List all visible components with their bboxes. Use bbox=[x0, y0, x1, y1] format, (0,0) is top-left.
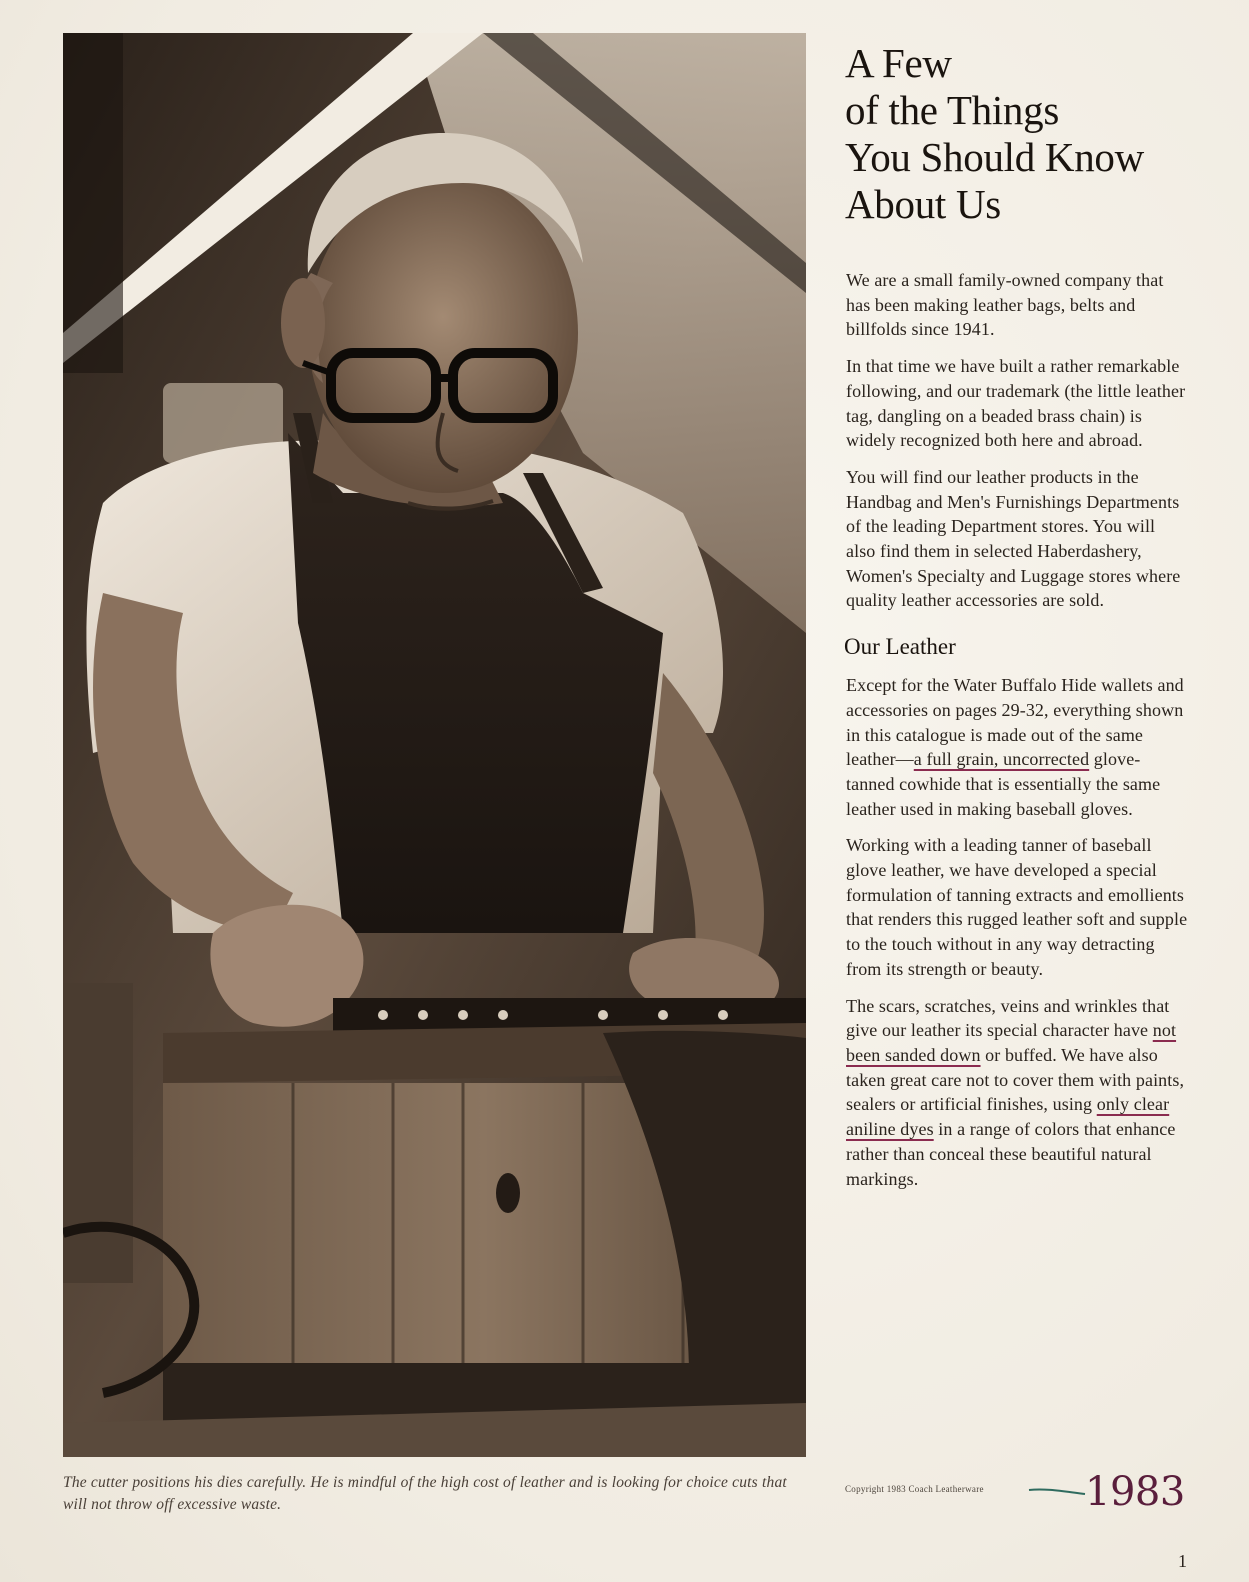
underlined-phrase-not-sanded: not been sanded down bbox=[846, 1020, 1177, 1065]
intro-paragraph-2: In that time we have built a rather remarkable following, and our trademark (the little leather tag, dangling on a beaded brass chain) is widely recognized both here and abroad. bbox=[846, 356, 1186, 451]
leather-p3-text-a: The scars, scratches, veins and wrinkles that give our leather its special character have bbox=[846, 995, 1170, 1041]
underlined-phrase-full-grain: a full grain, uncorrected bbox=[913, 749, 1090, 770]
copyright-notice: Copyright 1983 Coach Leatherware bbox=[845, 1484, 984, 1494]
cutter-photograph bbox=[63, 33, 806, 1457]
page-title bbox=[845, 40, 1188, 228]
leather-paragraph-3 bbox=[846, 994, 1188, 1192]
leather-p3-text-b: or buffed. We have also taken great care not to cover them with paints, sealers or artificial finishes, using bbox=[846, 1044, 1185, 1115]
section-heading-our-leather: Our Leather bbox=[844, 634, 956, 660]
leather-p1-text-b: glove-tanned cowhide that is essentially the same leather used in making baseball gloves. bbox=[846, 749, 1161, 819]
handwritten-year: 1983 bbox=[1085, 1469, 1185, 1515]
intro-paragraph-3: You will find our leather products in the Handbag and Men's Furnishings Departments of the leading Department stores. You will also find them in selected Haberdashery, Women's Specialty and Luggage stores where quality leather accessories are sold. bbox=[846, 466, 1181, 611]
title-line-3: You Should Know bbox=[845, 134, 1144, 180]
title-line-1: A Few bbox=[845, 40, 952, 86]
leather-p3-text-c: in a range of colors that enhance rather than conceal these beautiful natural markings. bbox=[846, 1119, 1176, 1189]
handwritten-dash-mark bbox=[1027, 1484, 1087, 1498]
page-footer bbox=[845, 1470, 1205, 1520]
intro-paragraph-1: We are a small family-owned company that has been making leather bags, belts and billfolds since 1941. bbox=[846, 270, 1164, 340]
page-number: 1 bbox=[1178, 1551, 1187, 1571]
leather-paragraph-1 bbox=[846, 673, 1188, 821]
title-line-4: About Us bbox=[845, 181, 1001, 227]
photo-caption: The cutter positions his dies carefully. He is mindful of the high cost of leather and is looking for choice cuts that will not throw off excessive waste. bbox=[63, 1474, 787, 1513]
leather-paragraph-2: Working with a leading tanner of baseball glove leather, we have developed a special formulation of tanning extracts and emollients that renders this rugged leather soft and supple to the touch without in any way detracting from its strength or beauty. bbox=[846, 835, 1188, 979]
title-line-2: of the Things bbox=[845, 87, 1059, 133]
leather-p1-text-a: Except for the Water Buffalo Hide wallets and accessories on pages 29-32, everything shown in this catalogue is made out of the same leather— bbox=[846, 675, 1184, 770]
underlined-phrase-aniline-dyes: only clear aniline dyes bbox=[846, 1094, 1170, 1140]
text-column bbox=[843, 40, 1188, 1203]
